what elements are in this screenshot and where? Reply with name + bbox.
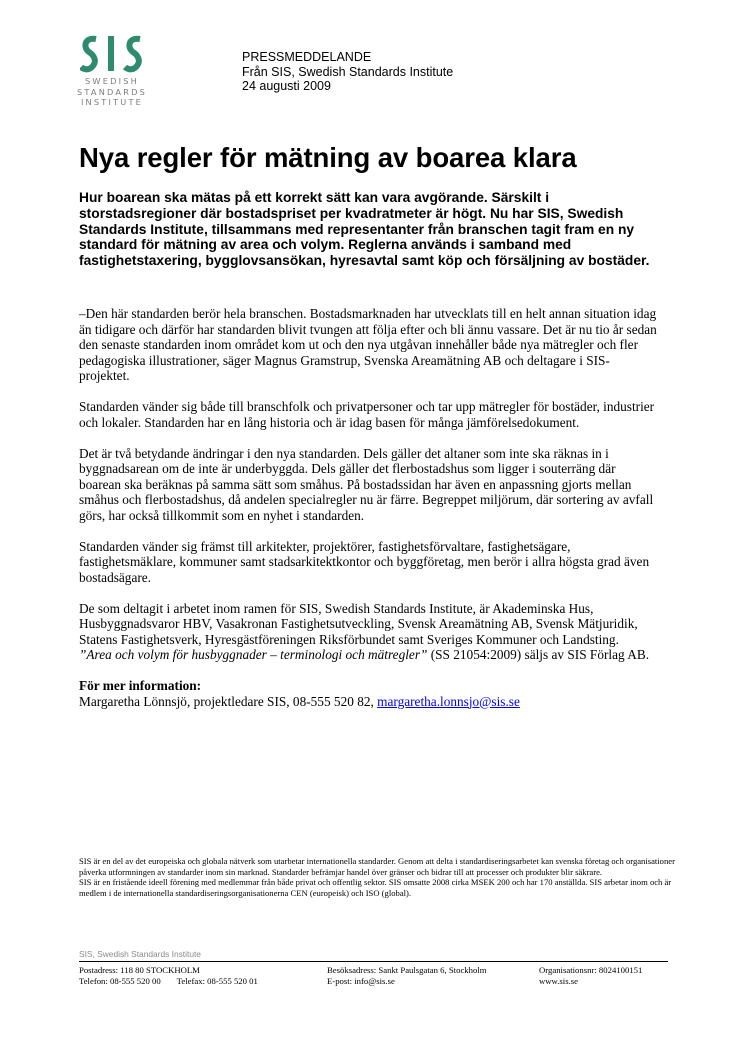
footer-fax: Telefax: 08-555 520 01 <box>176 975 258 986</box>
footer-divider <box>79 961 668 962</box>
logo-wordmark <box>72 76 152 108</box>
about-paragraph-1: SIS är en del av det europeiska och globala nätverk som utarbetar internationella standarder. Genom att delta i standardiseringsarbetet kan svenska företag och organisationer påverka utformningen av standarder inom sin marknad. Standarder befrämjar handel över gränser och bidrar till att processer och produkter blir säkrare. <box>79 856 675 877</box>
footer-column-org <box>539 965 642 986</box>
publication-line <box>79 647 659 663</box>
logo-line-swedish: SWEDISH <box>85 76 139 86</box>
body-paragraph-2: Standarden vänder sig både till branschfolk och privatpersoner och tar upp mätregler för bostäder, industrier och lokaler. Standarden har en lång historia och är idag basen för många jämförelsedokument. <box>79 399 655 430</box>
press-from: Från SIS, Swedish Standards Institute <box>242 64 454 79</box>
publication-rest: (SS 21054:2009) säljs av SIS Förlag AB. <box>427 647 650 662</box>
footer-phone: Telefon: 08-555 520 00 <box>79 975 161 986</box>
press-header <box>242 50 453 94</box>
about-sis <box>79 856 679 898</box>
press-type: PRESSMEDDELANDE <box>242 50 372 64</box>
sis-logo-mark-icon <box>80 33 142 73</box>
sis-logo <box>72 33 152 108</box>
footer-email: E-post: info@sis.se <box>327 975 395 986</box>
publication-title: ”Area och volym för husbyggnader – terminologi och mätregler” <box>79 647 428 662</box>
body-text <box>79 306 659 709</box>
footer-phone-fax <box>79 976 258 987</box>
ingress-paragraph: Hur boarean ska mätas på ett korrekt sätt kan vara avgörande. Särskilt i storstadsregioner där bostadspriset per kvadratmeter är högt. Nu har SIS, Swedish Standards Institute, tillsammans med representanter från branschen tagit fram en ny standard för mätning av area och volym. Reglerna används i samband med fastighetstaxering, bygglovsansökan, hyresavtal samt köp och försäljning av bostäder. <box>79 190 650 269</box>
footer-orgnr: Organisationsnr: 8024100151 <box>539 965 643 975</box>
footer-postal: Postadress: 118 80 STOCKHOLM <box>79 965 200 975</box>
footer-label: SIS, Swedish Standards Institute <box>79 949 201 959</box>
footer-web: www.sis.se <box>539 975 579 986</box>
logo-line-institute: INSTITUTE <box>80 97 144 107</box>
info-heading: För mer information: <box>79 678 202 693</box>
about-paragraph-2: SIS är en fristående ideell förening med medlemmar från både privat och offentlig sektor. SIS omsatte 2008 cirka MSEK 200 och har 170 anställda. SIS arbetar inom och är medlem i de internationella standardiseringsorganisationerna CEN (europeisk) och ISO (global). <box>79 877 672 898</box>
footer-column-postal <box>79 965 258 986</box>
page-title: Nya regler för mätning av boarea klara <box>79 142 577 173</box>
body-paragraph-1: –Den här standarden berör hela branschen. Bostadsmarknaden har utvecklats till en helt annan situation idag än tidigare och därför har standarden blivit tvungen att följa efter och bli ännu vassare. Det är nu tio år sedan den senaste standarden inom området kom ut och den nya utgåvan innehåller både nya mätregler och fler pedagogiska illustrationer, säger Magnus Gramstrup, Svenska Areamätning AB och deltagare i SIS-projektet. <box>79 306 657 383</box>
footer-column-visit <box>327 965 487 986</box>
contact-email-link[interactable]: margaretha.lonnsjo@sis.se <box>377 693 520 709</box>
contact-text: Margaretha Lönnsjö, projektledare SIS, 08-555 520 82, <box>79 693 378 709</box>
body-paragraph-5: De som deltagit i arbetet inom ramen för SIS, Swedish Standards Institute, är Akademinska Hus, Husbyggnadsvaror HBV, Vasakronan Fastighetsutveckling, Svensk Areamätning AB, Svensk Mätjuridik, Statens Fastighetsverk, Hyresgästföreningen Riksförbundet samt Sveriges Kommuner och Landsting. <box>79 600 638 647</box>
logo-line-standards: STANDARDS <box>76 86 148 97</box>
body-paragraph-4: Standarden vänder sig främst till arkitekter, projektörer, fastighetsförvaltare, fastighetsägare, fastighetsmäklare, kommuner samt stadsarkitektkontor och byggföretag, men berör i allra högsta grad även bostadsägare. <box>79 538 650 585</box>
body-paragraph-3: Det är två betydande ändringar i den nya standarden. Dels gäller det altaner som inte ska räknas in i byggnadsarean om de inte är underbyggda. Dels gäller det flerbostadshus som ligger i souterräng där boarean ska beräknas på samma sätt som småhus. På bostadssidan har även en anpassning gjorts mellan småhus och flerbostadshus, då andelen specialregler nu är färre. Begreppet miljörum, där sortering av avfall görs, har också tillkommit som en nyhet i standarden. <box>79 445 654 523</box>
press-date: 24 augusti 2009 <box>242 79 331 93</box>
footer-visit: Besöksadress: Sankt Paulsgatan 6, Stockholm <box>327 965 487 975</box>
info-contact <box>79 694 659 710</box>
